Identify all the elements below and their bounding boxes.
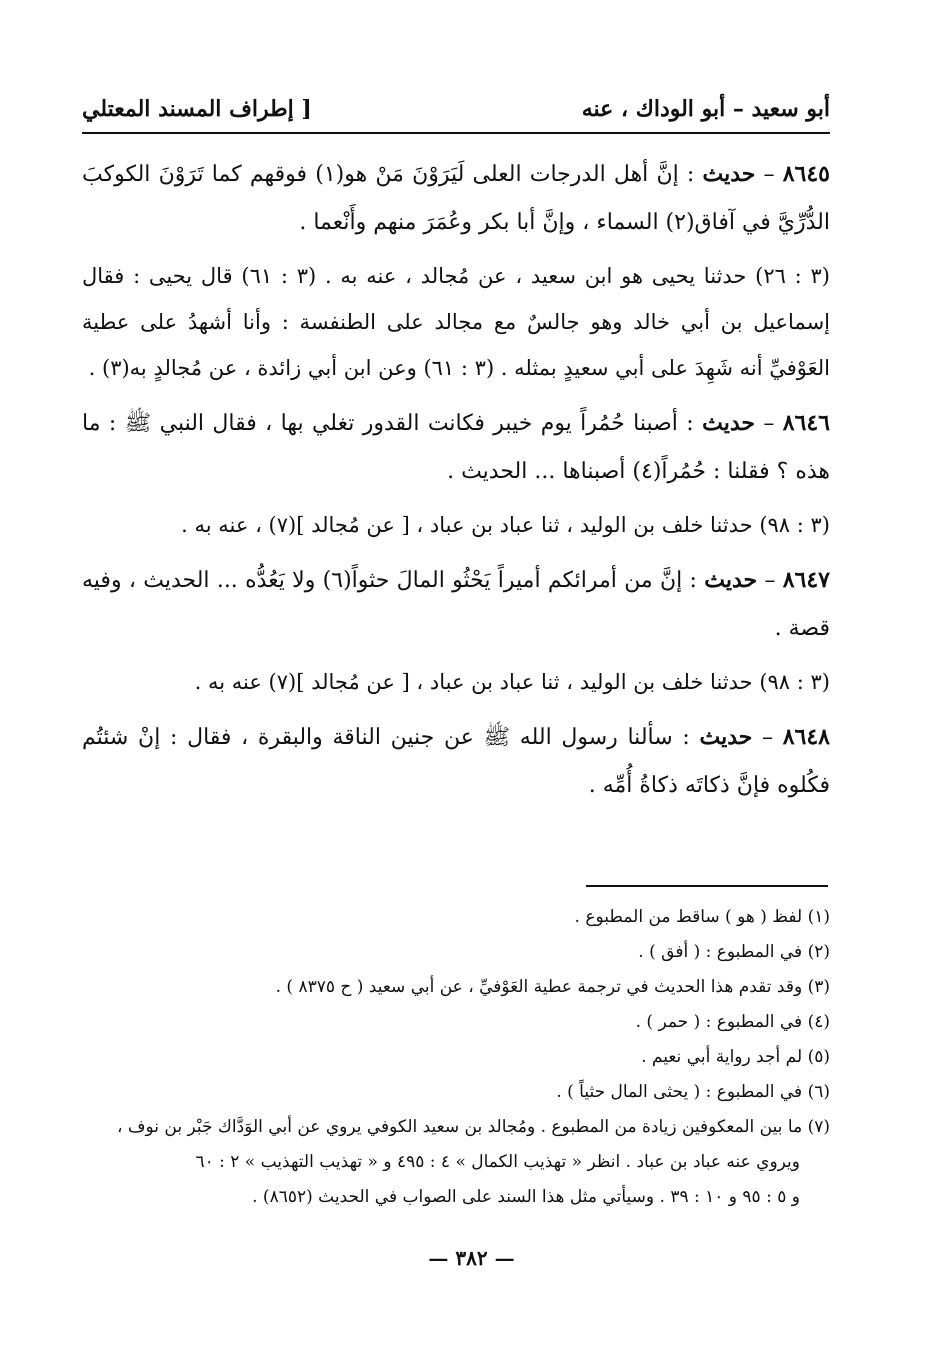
isnad-reference: (٣ : ٩٨) حدثنا خلف بن الوليد ، ثنا عباد بن عباد ، [ عن مُجالد ](٧) عنه به . [194, 670, 830, 694]
entry-number: ٨٦٤٨ [782, 724, 830, 750]
footnote: (٣) وقد تقدم هذا الحديث في ترجمة عطية العَوْفيِّ ، عن أبي سعيد ( ح ٨٣٧٥ ) . [275, 977, 830, 997]
isnad-reference: (٣ : ٢٦) حدثنا يحيى هو ابن سعيد ، عن مُجالد ، عنه به . (٣ : ٦١) قال يحيى : فقال إسماعيل بن أبي خالد وهو جالسٌ مع مجالد على الطنفسة : وأنا أشهدُ على عطية العَوْفيِّ أنه شَهِدَ على أبي سعيدٍ بمثله . (٣ : ٦١) وعن ابن أبي زائدة ، عن مُجالدٍ به(٣) . [82, 264, 830, 380]
entry-label: حديث [704, 567, 758, 593]
entry-text: : إنَّ من أمرائكم أميراً يَحْثُو المالَ حثواً(٦) ولا يَعُدُّه ... الحديث ، وفيه قصة . [82, 568, 830, 641]
header-book-title: [ إطراف المسند المعتلي [82, 96, 312, 122]
hadith-entry: ٨٦٤٨ – حديث : سألنا رسول الله ﷺ عن جنين الناقة والبقرة ، فقال : إنْ شئتُم فكُلوه فإنَّ ذكاتَه ذكاةُ أُمِّه . [82, 724, 830, 798]
hadith-entry: ٨٦٤٦ – حديث : أصبنا حُمُراً يوم خيبر فكانت القدور تغلي بها ، فقال النبي ﷺ : ما هذه ؟ فقلنا : حُمُراً(٤) أصبناها ... الحديث . [82, 410, 830, 484]
page-number: — ٣٨٢ — [428, 1246, 515, 1270]
header-divider [82, 132, 830, 134]
running-header [82, 96, 830, 130]
entry-label: حديث [699, 724, 753, 750]
entry-text: : إنَّ أهل الدرجات العلى لَيَرَوْنَ مَنْ هو(١) فوقهم كما تَرَوْنَ الكوكبَ الدُّرِّيَّ في آفاق(٢) السماء ، وإنَّ أبا بكر وعُمَرَ منهم وأَنْعما . [82, 162, 830, 235]
main-text [82, 150, 830, 810]
header-section-title: أبو سعيد – أبو الوداك ، عنه [581, 96, 830, 122]
entry-number: ٨٦٤٥ [782, 161, 830, 187]
footnote: (١) لفظ ( هو ) ساقط من المطبوع . [574, 907, 830, 927]
entry-number: ٨٦٤٧ [782, 567, 830, 593]
entry-text: : أصبنا حُمُراً يوم خيبر فكانت القدور تغلي بها ، فقال النبي ﷺ : ما هذه ؟ فقلنا : حُمُراً(٤) أصبناها ... الحديث . [82, 411, 830, 484]
footnote-continuation: و ٥ : ٩٥ و ١٠ : ٣٩ . وسيأتي مثل هذا السند على الصواب في الحديث (٨٦٥٢) . [252, 1187, 800, 1207]
entry-label: حديث [702, 161, 756, 187]
isnad-reference: (٣ : ٩٨) حدثنا خلف بن الوليد ، ثنا عباد بن عباد ، [ عن مُجالد ](٧) ، عنه به . [181, 513, 830, 537]
footnote-continuation: ويروي عنه عباد بن عباد . انظر « تهذيب الكمال » ٤ : ٤٩٥ و « تهذيب التهذيب » ٢ : ٦٠ [195, 1152, 800, 1172]
hadith-entry: ٨٦٤٧ – حديث : إنَّ من أمرائكم أميراً يَحْثُو المالَ حثواً(٦) ولا يَعُدُّه ... الحديث ، وفيه قصة . [82, 567, 830, 641]
footnote: (٥) لم أجد رواية أبي نعيم . [641, 1047, 830, 1067]
entry-text: : سألنا رسول الله ﷺ عن جنين الناقة والبقرة ، فقال : إنْ شئتُم فكُلوه فإنَّ ذكاتَه ذكاةُ أُمِّه . [82, 725, 830, 798]
entry-label: حديث [702, 410, 755, 436]
footnotes [82, 900, 830, 1215]
entry-number: ٨٦٤٦ [782, 410, 830, 436]
footnote: (٦) في المطبوع : ( يحثى المال حثياً ) . [556, 1082, 830, 1102]
footnote: (٢) في المطبوع : ( أفق ) . [638, 942, 830, 962]
footnote: (٤) في المطبوع : ( حمر ) . [635, 1012, 830, 1032]
footnote-divider [586, 885, 828, 887]
hadith-entry: ٨٦٤٥ – حديث : إنَّ أهل الدرجات العلى لَيَرَوْنَ مَنْ هو(١) فوقهم كما تَرَوْنَ الكوكبَ الدُّرِّيَّ في آفاق(٢) السماء ، وإنَّ أبا بكر وعُمَرَ منهم وأَنْعما . [82, 161, 830, 235]
footnote: (٧) ما بين المعكوفين زيادة من المطبوع . ومُجالد بن سعيد الكوفي يروي عن أبي الوَدَّاك جَبْر بن نوف ، [116, 1117, 830, 1137]
